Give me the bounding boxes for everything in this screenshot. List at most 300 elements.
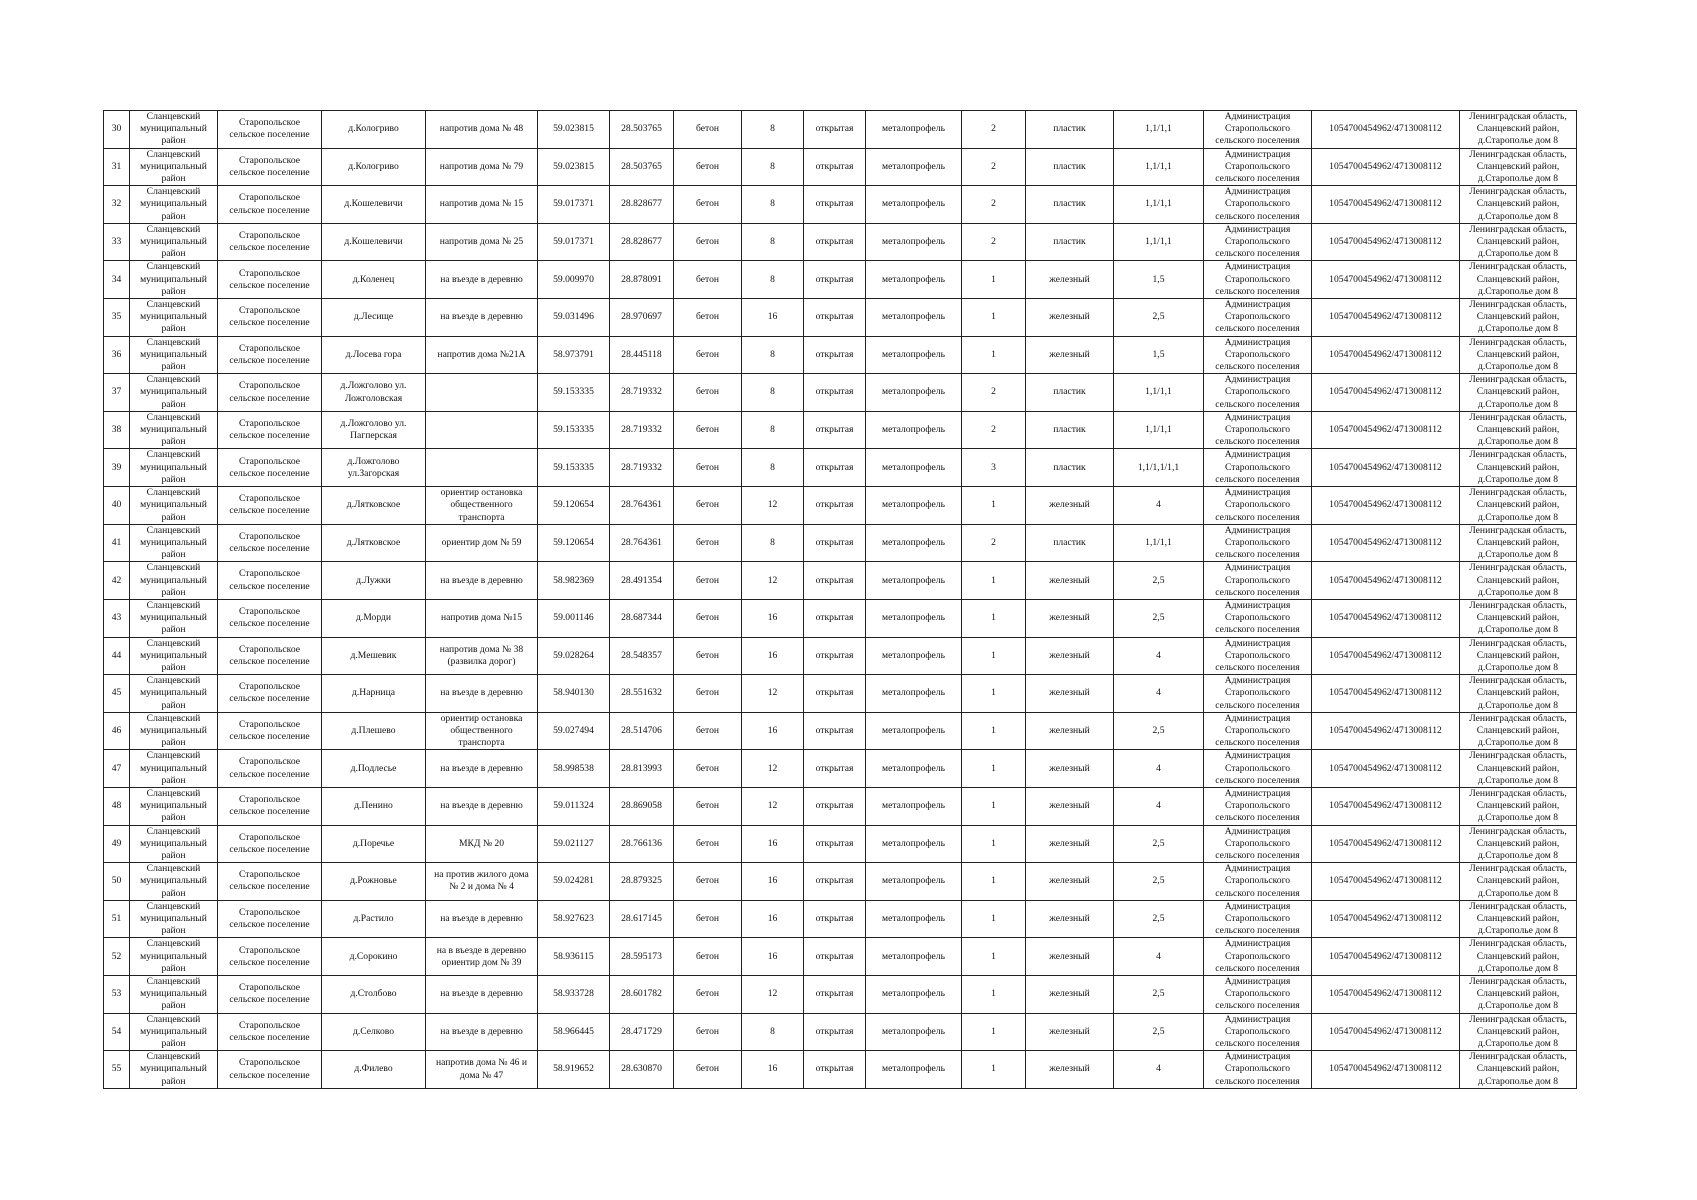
container-volume-cell: [1114, 148, 1204, 186]
cell-text: Ленинградская область, Сланцевский район, д.Старополье дом 8: [1469, 562, 1567, 598]
landmark-cell: [426, 299, 538, 337]
row-number: [104, 1013, 130, 1051]
cell-text: Ленинградская область, Сланцевский район, д.Старополье дом 8: [1469, 148, 1567, 185]
cell-text: открытая: [815, 160, 854, 172]
cell-text: Сланцевский муниципальный район: [140, 223, 207, 260]
cell-text: Сланцевский муниципальный район: [140, 186, 207, 222]
locality-cell: [322, 637, 426, 675]
cell-text: 1: [991, 762, 996, 774]
landmark-cell: [426, 186, 538, 224]
cell-text: д.Селково: [352, 1025, 395, 1037]
owner-address-cell: [1460, 524, 1577, 562]
cell-text: открытая: [815, 198, 854, 210]
landmark-cell: [426, 223, 538, 261]
cell-text: д.Коленец: [352, 273, 395, 285]
cell-text: металопрофель: [882, 424, 945, 436]
locality-cell: [322, 524, 426, 562]
cell-text: Старопольское сельское поселение: [229, 493, 310, 517]
owner-address-cell: [1460, 976, 1577, 1014]
area-cell: [742, 900, 804, 938]
fence-cell: [866, 524, 962, 562]
cell-text: 40: [111, 499, 122, 511]
locality-cell: [322, 111, 426, 149]
owner-cell: [1204, 261, 1312, 299]
container-count-cell: [962, 825, 1026, 863]
cell-text: 8: [770, 536, 775, 548]
cell-text: железный: [1049, 649, 1090, 661]
settlement-cell: [218, 599, 322, 637]
longitude-cell: [610, 524, 674, 562]
container-count-cell: [962, 374, 1026, 412]
cell-text: 59.153335: [553, 386, 594, 398]
fence-cell: [866, 562, 962, 600]
cell-text: 52: [111, 950, 122, 962]
cell-text: 1054700454962/4713008112: [1329, 1063, 1442, 1075]
site-type-cell: [804, 599, 866, 637]
cell-text: открытая: [815, 950, 854, 962]
settlement-cell: [218, 562, 322, 600]
cell-text: бетон: [695, 875, 719, 887]
container-volume-cell: [1114, 299, 1204, 337]
cell-text: 31: [111, 160, 122, 172]
cell-text: Сланцевский муниципальный район: [140, 336, 207, 373]
site-type-cell: [804, 750, 866, 788]
landmark-cell: [426, 261, 538, 299]
cell-text: 48: [111, 800, 122, 812]
cell-text: Сланцевский муниципальный район: [140, 261, 207, 297]
latitude-cell: [538, 411, 610, 449]
cell-text: 1: [991, 499, 996, 511]
cell-text: Сланцевский муниципальный район: [140, 411, 207, 448]
fence-cell: [866, 299, 962, 337]
cell-text: 36: [111, 348, 122, 360]
table-row: [104, 938, 1577, 976]
table-row: [104, 787, 1577, 825]
surface-cell: [674, 599, 742, 637]
owner-cell: [1204, 976, 1312, 1014]
container-volume-cell: [1114, 712, 1204, 750]
cell-text: 58.933728: [553, 988, 594, 1000]
cell-text: Администрация Старопольского сельского поселения: [1215, 336, 1300, 373]
site-type-cell: [804, 900, 866, 938]
cell-text: 1054700454962/4713008112: [1329, 837, 1442, 849]
cell-text: пластик: [1053, 236, 1086, 248]
landmark-cell: [426, 863, 538, 901]
cell-text: 28.764361: [621, 499, 662, 511]
cell-text: МКД № 20: [458, 837, 505, 849]
owner-address-cell: [1460, 712, 1577, 750]
cell-text: бетон: [695, 461, 719, 473]
ogrn-inn-cell: [1312, 750, 1460, 788]
cell-text: на въезде в деревню: [440, 800, 523, 812]
cell-text: 1: [991, 875, 996, 887]
fence-cell: [866, 637, 962, 675]
cell-text: Старопольское сельское поселение: [229, 1019, 310, 1043]
area-cell: [742, 637, 804, 675]
ogrn-inn-cell: [1312, 938, 1460, 976]
cell-text: 51: [111, 913, 122, 924]
cell-text: открытая: [815, 461, 854, 473]
surface-cell: [674, 336, 742, 374]
cell-text: 1054700454962/4713008112: [1329, 988, 1442, 1000]
cell-text: Ленинградская область, Сланцевский район, д.Старополье дом 8: [1469, 487, 1567, 523]
cell-text: Администрация Старопольского сельского поселения: [1215, 1013, 1300, 1050]
cell-text: 2,5: [1152, 875, 1165, 887]
cell-text: Старопольское сельское поселение: [229, 117, 310, 141]
cell-text: 28.551632: [621, 687, 662, 699]
cell-text: Администрация Старопольского сельского поселения: [1215, 675, 1300, 711]
ogrn-inn-cell: [1312, 562, 1460, 600]
cell-text: 1054700454962/4713008112: [1329, 687, 1442, 699]
cell-text: на против жилого дома № 2 и дома № 4: [434, 869, 529, 893]
cell-text: 28.471729: [621, 1025, 662, 1037]
cell-text: на въезде в деревню: [440, 988, 523, 1000]
cell-text: железный: [1049, 1025, 1090, 1037]
cell-text: бетон: [695, 160, 719, 172]
cell-text: 1054700454962/4713008112: [1329, 762, 1442, 774]
cell-text: железный: [1049, 1063, 1090, 1075]
site-type-cell: [804, 449, 866, 487]
cell-text: д.Столбово: [350, 988, 397, 1000]
ogrn-inn-cell: [1312, 111, 1460, 149]
area-cell: [742, 411, 804, 449]
surface-cell: [674, 299, 742, 337]
cell-text: 59.031496: [553, 311, 594, 323]
longitude-cell: [610, 374, 674, 412]
area-cell: [742, 938, 804, 976]
settlement-cell: [218, 1013, 322, 1051]
cell-text: открытая: [815, 612, 854, 624]
surface-cell: [674, 900, 742, 938]
landmark-cell: [426, 111, 538, 149]
surface-cell: [674, 524, 742, 562]
cell-text: бетон: [695, 273, 719, 285]
owner-cell: [1204, 938, 1312, 976]
cell-text: 58.936115: [553, 950, 594, 962]
owner-cell: [1204, 712, 1312, 750]
table-row: [104, 637, 1577, 675]
table-row: [104, 712, 1577, 750]
longitude-cell: [610, 938, 674, 976]
cell-text: 1: [991, 1025, 996, 1037]
longitude-cell: [610, 712, 674, 750]
ogrn-inn-cell: [1312, 1013, 1460, 1051]
landmark-cell: [426, 938, 538, 976]
longitude-cell: [610, 599, 674, 637]
surface-cell: [674, 675, 742, 713]
cell-text: 1: [991, 1063, 996, 1075]
cell-text: Администрация Старопольского сельского поселения: [1215, 223, 1300, 260]
ogrn-inn-cell: [1312, 599, 1460, 637]
cell-text: 1054700454962/4713008112: [1329, 499, 1442, 511]
locality-cell: [322, 787, 426, 825]
cell-text: 2: [991, 160, 996, 172]
latitude-cell: [538, 449, 610, 487]
cell-text: 28.548357: [621, 649, 662, 661]
settlement-cell: [218, 374, 322, 412]
fence-cell: [866, 938, 962, 976]
settlement-cell: [218, 487, 322, 525]
cell-text: металопрофель: [882, 762, 945, 774]
container-volume-cell: [1114, 1013, 1204, 1051]
table-row: [104, 411, 1577, 449]
cell-text: 4: [1156, 1063, 1161, 1075]
landmark-cell: [426, 599, 538, 637]
document-page: [103, 110, 1576, 1089]
cell-text: 1054700454962/4713008112: [1329, 311, 1442, 323]
district-cell: [130, 148, 218, 186]
cell-text: железный: [1049, 988, 1090, 1000]
cell-text: 16: [767, 724, 778, 736]
row-number: [104, 712, 130, 750]
landmark-cell: [426, 562, 538, 600]
cell-text: бетон: [695, 198, 719, 210]
cell-text: Администрация Старопольского сельского поселения: [1215, 825, 1300, 861]
area-cell: [742, 825, 804, 863]
latitude-cell: [538, 1013, 610, 1051]
cell-text: д.Кошелевичи: [344, 236, 403, 248]
cell-text: Старопольское сельское поселение: [229, 906, 310, 931]
cell-text: Ленинградская область, Сланцевский район, д.Старополье дом 8: [1469, 261, 1567, 297]
container-material-cell: [1026, 148, 1114, 186]
latitude-cell: [538, 900, 610, 938]
cell-text: на въезде в деревню: [440, 273, 523, 285]
latitude-cell: [538, 675, 610, 713]
cell-text: металопрофель: [882, 574, 945, 586]
surface-cell: [674, 449, 742, 487]
cell-text: 32: [111, 198, 122, 210]
owner-cell: [1204, 599, 1312, 637]
cell-text: железный: [1049, 800, 1090, 812]
settlement-cell: [218, 261, 322, 299]
area-cell: [742, 186, 804, 224]
cell-text: на въезде в деревню: [440, 311, 523, 323]
cell-text: металопрофель: [882, 1025, 945, 1037]
container-volume-cell: [1114, 900, 1204, 938]
cell-text: д.Кошелевичи: [344, 198, 403, 210]
cell-text: на въезде в деревню: [440, 574, 523, 586]
cell-text: напротив дома № 15: [439, 198, 524, 210]
cell-text: д.Мешевик: [350, 649, 397, 661]
cell-text: Администрация Старопольского сельского поселения: [1215, 599, 1300, 636]
cell-text: 8: [770, 198, 775, 210]
container-material-cell: [1026, 863, 1114, 901]
cell-text: Ленинградская область, Сланцевский район, д.Старополье дом 8: [1469, 1013, 1567, 1050]
cell-text: 16: [767, 837, 778, 849]
site-type-cell: [804, 1013, 866, 1051]
cell-text: 1054700454962/4713008112: [1329, 236, 1442, 248]
cell-text: 4: [1156, 762, 1161, 774]
cell-text: 1,1/1,1: [1145, 123, 1172, 135]
cell-text: открытая: [815, 424, 854, 436]
settlement-cell: [218, 111, 322, 149]
cell-text: на въезде в деревню: [440, 913, 523, 924]
cell-text: бетон: [695, 762, 719, 774]
district-cell: [130, 637, 218, 675]
cell-text: Сланцевский муниципальный район: [140, 675, 207, 711]
cell-text: 59.009970: [553, 273, 594, 285]
cell-text: д.Лятковское: [346, 536, 401, 548]
cell-text: металопрофель: [882, 198, 945, 210]
ogrn-inn-cell: [1312, 186, 1460, 224]
container-count-cell: [962, 1013, 1026, 1051]
cell-text: Сланцевский муниципальный район: [140, 863, 207, 899]
cell-text: на въезде в деревню: [440, 762, 523, 774]
ogrn-inn-cell: [1312, 675, 1460, 713]
area-cell: [742, 675, 804, 713]
cell-text: железный: [1049, 762, 1090, 774]
cell-text: 54: [111, 1025, 122, 1037]
cell-text: Сланцевский муниципальный район: [140, 148, 207, 185]
container-material-cell: [1026, 750, 1114, 788]
cell-text: напротив дома № 48: [439, 123, 524, 135]
surface-cell: [674, 1013, 742, 1051]
container-count-cell: [962, 111, 1026, 149]
landmark-cell: [426, 374, 538, 412]
cell-text: Сланцевский муниципальный район: [140, 111, 207, 147]
cell-text: 2,5: [1152, 913, 1165, 924]
locality-cell: [322, 374, 426, 412]
site-type-cell: [804, 1051, 866, 1089]
cell-text: 16: [767, 950, 778, 962]
container-count-cell: [962, 411, 1026, 449]
cell-text: 1: [991, 649, 996, 661]
container-material-cell: [1026, 712, 1114, 750]
table-row: [104, 524, 1577, 562]
cell-text: Старопольское сельское поселение: [229, 455, 310, 479]
area-cell: [742, 487, 804, 525]
cell-text: 50: [111, 875, 122, 887]
cell-text: Администрация Старопольского сельского поселения: [1215, 787, 1300, 824]
cell-text: Администрация Старопольского сельского поселения: [1215, 712, 1300, 749]
longitude-cell: [610, 449, 674, 487]
district-cell: [130, 900, 218, 938]
area-cell: [742, 336, 804, 374]
owner-cell: [1204, 637, 1312, 675]
cell-text: 59.001146: [553, 612, 594, 624]
cell-text: 1,1/1,1: [1145, 198, 1172, 210]
cell-text: 58.982369: [553, 574, 594, 586]
cell-text: 1054700454962/4713008112: [1329, 612, 1442, 624]
container-count-cell: [962, 562, 1026, 600]
cell-text: Ленинградская область, Сланцевский район, д.Старополье дом 8: [1469, 787, 1567, 824]
owner-address-cell: [1460, 637, 1577, 675]
cell-text: 28.503765: [621, 123, 662, 135]
site-type-cell: [804, 976, 866, 1014]
owner-address-cell: [1460, 1013, 1577, 1051]
table-row: [104, 261, 1577, 299]
cell-text: Ленинградская область, Сланцевский район, д.Старополье дом 8: [1469, 900, 1567, 937]
landmark-cell: [426, 336, 538, 374]
landmark-cell: [426, 449, 538, 487]
latitude-cell: [538, 863, 610, 901]
owner-address-cell: [1460, 487, 1577, 525]
row-number: [104, 976, 130, 1014]
cell-text: открытая: [815, 123, 854, 135]
cell-text: Администрация Старопольского сельского поселения: [1215, 524, 1300, 561]
owner-cell: [1204, 787, 1312, 825]
latitude-cell: [538, 299, 610, 337]
owner-cell: [1204, 863, 1312, 901]
cell-text: металопрофель: [882, 536, 945, 548]
cell-text: д.Сорокино: [349, 950, 398, 962]
cell-text: Ленинградская область, Сланцевский район, д.Старополье дом 8: [1469, 111, 1567, 147]
cell-text: Сланцевский муниципальный район: [140, 825, 207, 861]
cell-text: Ленинградская область, Сланцевский район, д.Старополье дом 8: [1469, 411, 1567, 448]
cell-text: 4: [1156, 800, 1161, 812]
cell-text: 4: [1156, 950, 1161, 962]
cell-text: ориентир дом № 59: [441, 536, 522, 548]
cell-text: бетон: [695, 687, 719, 699]
container-volume-cell: [1114, 411, 1204, 449]
fence-cell: [866, 1013, 962, 1051]
cell-text: д.Филево: [354, 1063, 393, 1075]
fence-cell: [866, 750, 962, 788]
container-material-cell: [1026, 374, 1114, 412]
cell-text: открытая: [815, 649, 854, 661]
cell-text: 44: [111, 649, 122, 661]
cell-text: 58.966445: [553, 1025, 594, 1037]
table-row: [104, 900, 1577, 938]
cell-text: бетон: [695, 950, 719, 962]
cell-text: 28.687344: [621, 612, 662, 624]
longitude-cell: [610, 976, 674, 1014]
table-row: [104, 299, 1577, 337]
cell-text: 28.514706: [621, 724, 662, 736]
cell-text: 3: [991, 461, 996, 473]
table-row: [104, 1051, 1577, 1089]
container-volume-cell: [1114, 938, 1204, 976]
ogrn-inn-cell: [1312, 449, 1460, 487]
cell-text: бетон: [695, 499, 719, 511]
cell-text: 8: [770, 236, 775, 248]
cell-text: 1: [991, 273, 996, 285]
cell-text: 35: [111, 311, 122, 323]
cell-text: бетон: [695, 536, 719, 548]
cell-text: 2,5: [1152, 988, 1165, 1000]
owner-address-cell: [1460, 1051, 1577, 1089]
district-cell: [130, 111, 218, 149]
surface-cell: [674, 976, 742, 1014]
site-type-cell: [804, 374, 866, 412]
cell-text: Сланцевский муниципальный район: [140, 750, 207, 786]
cell-text: Сланцевский муниципальный район: [140, 787, 207, 824]
latitude-cell: [538, 637, 610, 675]
locality-cell: [322, 299, 426, 337]
cell-text: Сланцевский муниципальный район: [140, 449, 207, 485]
area-cell: [742, 750, 804, 788]
container-material-cell: [1026, 111, 1114, 149]
cell-text: Старопольское сельское поселение: [229, 982, 310, 1006]
locality-cell: [322, 712, 426, 750]
locality-cell: [322, 599, 426, 637]
cell-text: 28.869058: [621, 800, 662, 812]
surface-cell: [674, 562, 742, 600]
cell-text: Старопольское сельское поселение: [229, 681, 310, 705]
owner-address-cell: [1460, 787, 1577, 825]
cell-text: железный: [1049, 950, 1090, 962]
cell-text: открытая: [815, 499, 854, 511]
row-number: [104, 449, 130, 487]
table-row: [104, 223, 1577, 261]
cell-text: Ленинградская область, Сланцевский район, д.Старополье дом 8: [1469, 825, 1567, 861]
locality-cell: [322, 223, 426, 261]
fence-cell: [866, 261, 962, 299]
cell-text: 16: [767, 875, 778, 887]
cell-text: Старопольское сельское поселение: [229, 718, 310, 743]
cell-text: напротив дома № 46 и дома № 47: [436, 1057, 527, 1081]
cell-text: 2: [991, 236, 996, 248]
